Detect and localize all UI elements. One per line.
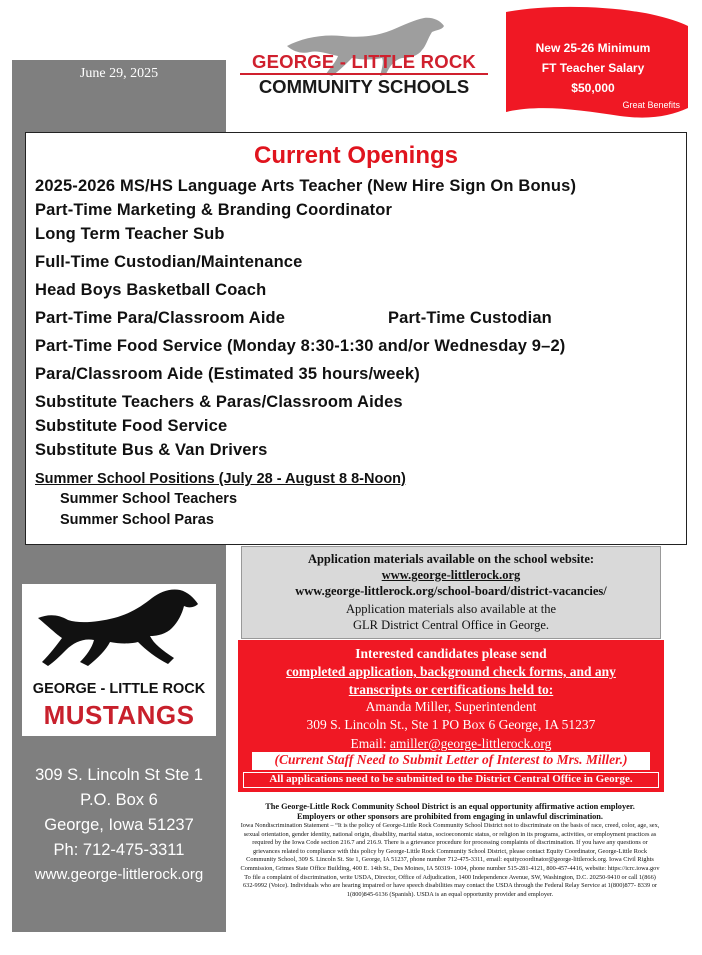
- nondiscrimination-fine-print: Iowa Nondiscrimination Statement – “It is the policy of George-Little Rock Community School District not to discriminate on the basis of race, creed, color, age, sex, sexual orientation, gender identity, national origin, disability, marital status, socioeconomic status, or religion in its programs, activities, or employment practices as required by the Iowa Code section 216.7 and 216.9. There is a grievance procedure for processing complaints of discrimination. If you have any questions or grievances related to compliance with this policy by George-Little Rock Community School District, please contact Equity Coordinator, George-Little Rock Community School, 309 S. Lincoln St. Ste 1, George, IA 51237, phone number 712-475-3311, email: equitycoordinator@george-littlerock.org. Iowa Civil Rights Commission, Grimes State Office Building, 400 E. 14th St., Des Moines, IA 50319- 1004, phone number 515-281-4121, 800-457-4416, website: https://icrc.iowa.gov To file a complaint of discrimination, write USDA, Director, Office of Adjudication, 1400 Independence Avenue, SW, Washington, D.C. 20250-9410 or call 1(866) 632-9992 (Voice). Individuals who are hearing impaired or have speech disabilities may contact the USDA through the Federal Relay Service at 1(800)877- 8339 or 1(800)845-6136 (Spanish). USDA is an equal opportunity provider and employer.: [240, 822, 660, 898]
- website-text[interactable]: www.george-littlerock.org: [34, 866, 204, 883]
- address-line: George, Iowa 51237: [44, 816, 194, 834]
- address-line: 309 S. Lincoln St Ste 1: [35, 766, 203, 784]
- summer-school-header: Summer School Positions (July 28 - August 8 8-Noon): [35, 471, 406, 487]
- banner-benefits: Great Benefits: [622, 100, 680, 110]
- job-listing: Part-Time Custodian: [388, 309, 552, 327]
- candidates-line: Interested candidates please send: [355, 646, 547, 661]
- summer-school-item: Summer School Paras: [60, 512, 214, 528]
- email-link[interactable]: amiller@george-littlerock.org: [389, 736, 552, 751]
- mustangs-logo-line2: MUSTANGS: [43, 700, 195, 730]
- openings-title: Current Openings: [253, 142, 458, 169]
- job-listing: Part-Time Food Service (Monday 8:30-1:30 and/or Wednesday 9–2): [35, 337, 566, 355]
- application-line: Application materials available on the school website:: [307, 552, 595, 566]
- job-listing: Full-Time Custodian/Maintenance: [35, 253, 303, 271]
- eo-statement-line1: The George-Little Rock Community School District is an equal opportunity affirmative action employer.: [265, 802, 635, 811]
- website-link[interactable]: www.george-littlerock.org: [381, 568, 521, 582]
- job-listing: Substitute Bus & Van Drivers: [35, 441, 268, 459]
- logo-title-line2: COMMUNITY SCHOOLS: [258, 76, 470, 97]
- application-line: Application materials also available at the: [346, 602, 556, 616]
- superintendent-name: Amanda Miller, Superintendent: [365, 699, 537, 714]
- submission-note: All applications need to be submitted to the District Central Office in George.: [269, 773, 633, 785]
- vacancies-url[interactable]: www.george-littlerock.org/school-board/district-vacancies/: [295, 584, 607, 598]
- phone-number: Ph: 712-475-3311: [53, 841, 185, 859]
- banner-line1: New 25-26 Minimum: [535, 41, 651, 55]
- summer-school-item: Summer School Teachers: [60, 491, 238, 507]
- staff-note: (Current Staff Need to Submit Letter of Interest to Mrs. Miller.): [274, 752, 628, 767]
- email-row: [238, 736, 664, 752]
- banner-line2: FT Teacher Salary: [541, 61, 645, 75]
- job-listing: 2025-2026 MS/HS Language Arts Teacher (New Hire Sign On Bonus): [35, 177, 577, 195]
- eo-statement-line2: Employers or other sponsors are prohibited from engaging in unlawful discrimination.: [296, 812, 604, 821]
- job-listing: Para/Classroom Aide (Estimated 35 hours/week): [35, 365, 420, 383]
- address-line: P.O. Box 6: [80, 791, 158, 809]
- mailing-address: 309 S. Lincoln St., Ste 1 PO Box 6 George, IA 51237: [306, 717, 596, 732]
- job-listing: Substitute Teachers & Paras/Classroom Aides: [35, 393, 403, 411]
- application-link-row: [241, 568, 661, 583]
- job-listing: Part-Time Para/Classroom Aide: [35, 309, 286, 327]
- job-listing: Head Boys Basketball Coach: [35, 281, 267, 299]
- salary-banner-text: [508, 38, 678, 98]
- job-listing: Long Term Teacher Sub: [35, 225, 225, 243]
- email-label: Email:: [350, 736, 390, 751]
- posting-date: June 29, 2025: [79, 66, 159, 81]
- candidates-line: completed application, background check forms, and any: [286, 664, 616, 679]
- job-listing: Part-Time Marketing & Branding Coordinator: [35, 201, 393, 219]
- logo-divider: [240, 73, 488, 75]
- application-line: GLR District Central Office in George.: [352, 618, 549, 632]
- job-listing: Substitute Food Service: [35, 417, 228, 435]
- mustang-horse-icon: [34, 588, 204, 678]
- candidates-line: transcripts or certifications held to:: [348, 682, 554, 697]
- banner-salary: $50,000: [571, 81, 615, 95]
- logo-title-line1: GEORGE - LITTLE ROCK: [252, 51, 476, 72]
- mustangs-logo-line1: GEORGE - LITTLE ROCK: [32, 681, 206, 697]
